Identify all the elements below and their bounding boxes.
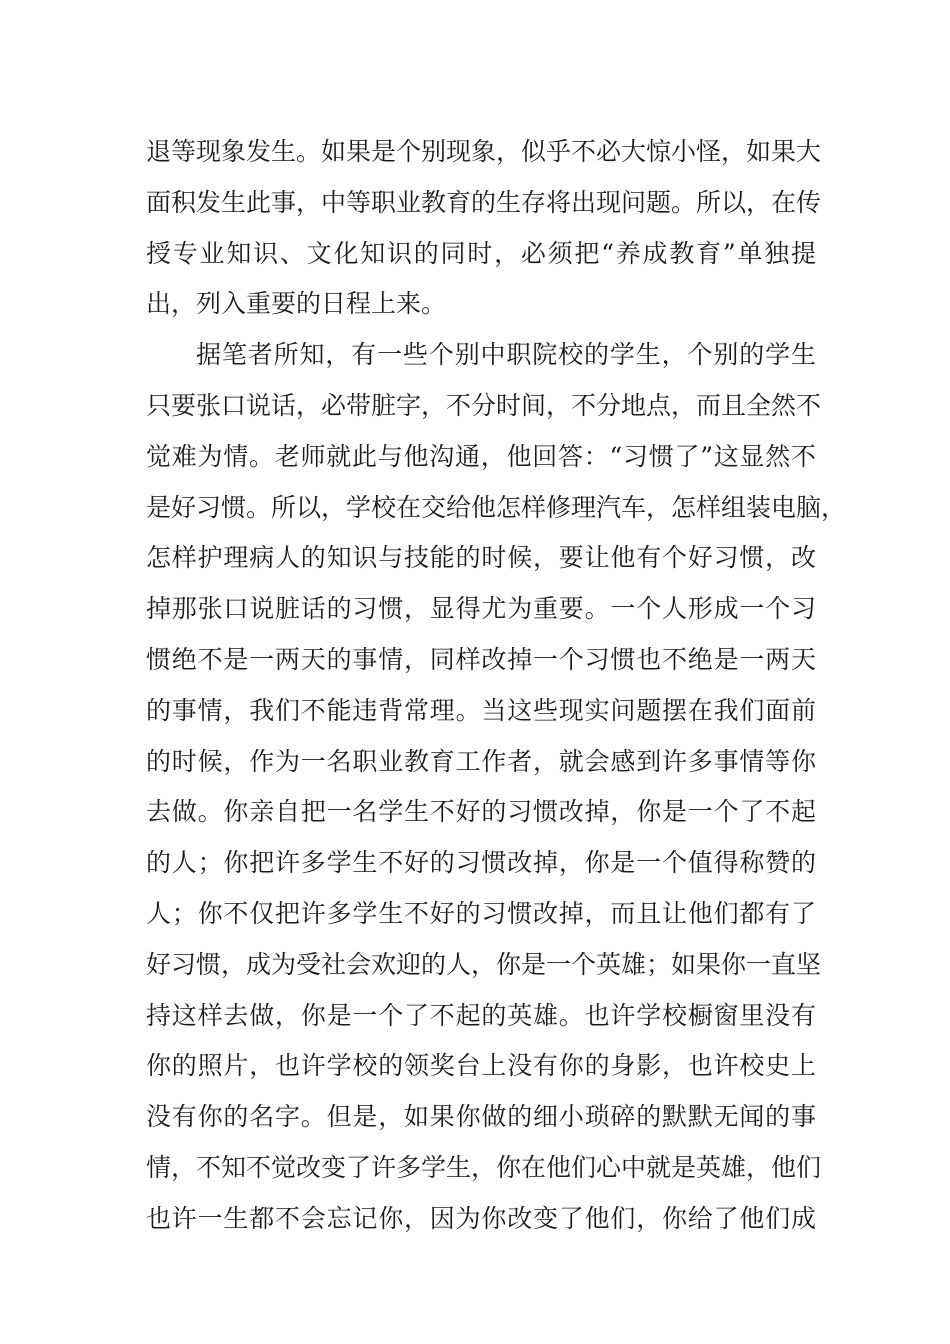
text-line: 没有你的名字。但是，如果你做的细小琐碎的默默无闻的事 xyxy=(146,1102,816,1132)
paragraph-main xyxy=(146,330,847,1244)
text-line: 的人；你把许多学生不好的习惯改掉，你是一个值得称赞的 xyxy=(146,848,816,878)
text-line: 觉难为情。老师就此与他沟通，他回答：“习惯了”这显然不 xyxy=(146,441,816,471)
text-line: 是好习惯。所以，学校在交给他怎样修理汽车，怎样组装电脑， xyxy=(146,492,847,522)
body-text xyxy=(146,127,847,1245)
text-line: 好习惯，成为受社会欢迎的人，你是一个英雄；如果你一直坚 xyxy=(146,949,822,979)
text-line: 据笔者所知，有一些个别中职院校的学生，个别的学生 xyxy=(196,340,816,370)
text-line: 的时候，作为一名职业教育工作者，就会感到许多事情等你 xyxy=(146,746,816,776)
text-line: 惯绝不是一两天的事情，同样改掉一个习惯也不绝是一两天 xyxy=(146,644,816,674)
text-line: 只要张口说话，必带脏字，不分时间，不分地点，而且全然不 xyxy=(146,390,822,420)
text-line: 出，列入重要的日程上来。 xyxy=(146,289,447,319)
text-line: 也许一生都不会忘记你，因为你改变了他们，你给了他们成 xyxy=(146,1203,816,1233)
text-line: 怎样护理病人的知识与技能的时候，要让他有个好习惯，改 xyxy=(146,543,816,573)
text-line: 退等现象发生。如果是个别现象，似乎不必大惊小怪，如果大 xyxy=(146,137,822,166)
text-line: 你的照片，也许学校的领奖台上没有你的身影，也许校史上 xyxy=(146,1051,816,1081)
text-line: 面积发生此事，中等职业教育的生存将出现问题。所以，在传 xyxy=(146,187,822,217)
text-line: 的事情，我们不能违背常理。当这些现实问题摆在我们面前 xyxy=(146,695,816,725)
paragraph-continuation xyxy=(146,127,822,330)
text-line: 情，不知不觉改变了许多学生，你在他们心中就是英雄，他们 xyxy=(146,1152,822,1182)
text-line: 去做。你亲自把一名学生不好的习惯改掉，你是一个了不起 xyxy=(146,797,816,827)
text-line: 持这样去做，你是一个了不起的英雄。也许学校橱窗里没有 xyxy=(146,1000,816,1030)
text-line: 授专业知识、文化知识的同时，必须把“养成教育”单独提 xyxy=(146,238,816,268)
text-line: 掉那张口说脏话的习惯，显得尤为重要。一个人形成一个习 xyxy=(146,594,816,624)
text-line: 人；你不仅把许多学生不好的习惯改掉，而且让他们都有了 xyxy=(146,898,816,928)
